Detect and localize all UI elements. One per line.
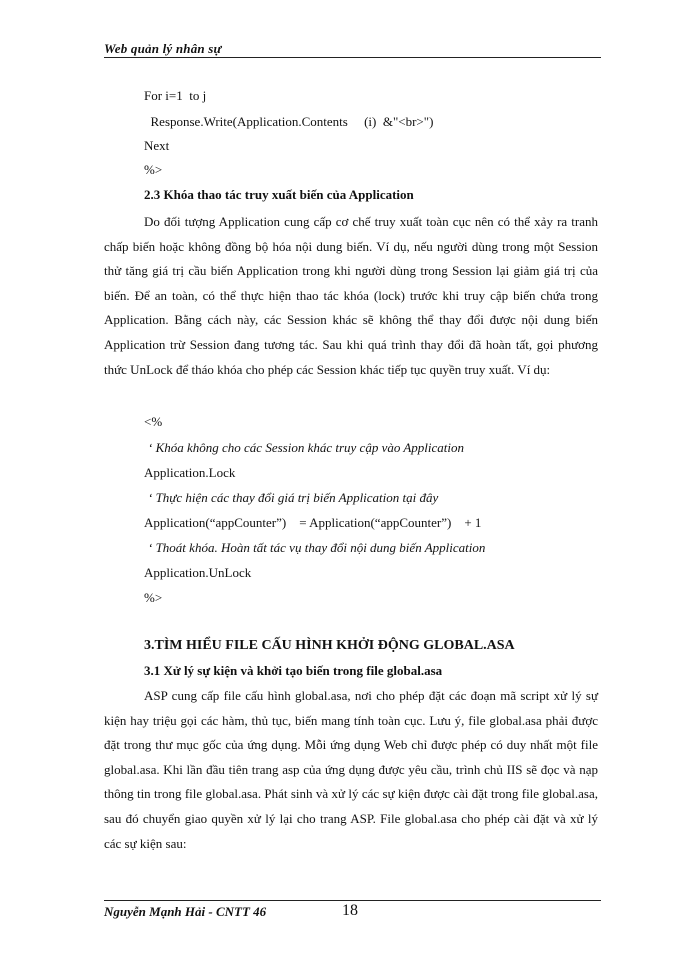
code-comment: ‘ Khóa không cho các Session khác truy cập vào Application xyxy=(148,440,465,455)
code-comment: ‘ Thực hiện các thay đổi giá trị biến Application tại đây xyxy=(148,490,439,505)
code-line: Application.Lock xyxy=(144,465,236,480)
section-2-3-paragraph: Do đối tượng Application cung cấp cơ chế truy xuất toàn cục nên có thể xảy ra tranh chấp biến hoặc không đồng bộ hóa nội dung biến. Ví dụ, nếu người dùng trong một Session thử tăng giá trị cầu biến Application trong khi người dùng trong Session lại giảm giá trị của biến. Để an toàn, có thể thực hiện thao tác khóa (lock) trước khi truy cập biến chứa trong Application. Bằng cách này, các Session khác sẽ không thể thay đổi được nội dung biến Application trừ Session đang tương tác. Sau khi quá trình thay đổi đã hoàn tất, gọi phương thức UnLock để tháo khóa cho phép các Session khác tiếp tục quyền truy xuất. Ví dụ: xyxy=(104,214,598,377)
code-line: Response.Write(Application.Contents (i) &"<br>") xyxy=(144,114,434,129)
page-number: 18 xyxy=(342,902,358,919)
code-comment: ‘ Thoát khóa. Hoàn tất tác vụ thay đổi nội dung biến Application xyxy=(148,540,486,555)
code-line: <% xyxy=(144,414,163,429)
header-rule xyxy=(104,57,601,58)
footer-rule xyxy=(104,900,601,901)
code-line: Application(“appCounter”) = Application(“appCounter”) + 1 xyxy=(144,515,482,530)
section-heading-2-3: 2.3 Khóa thao tác truy xuất biến của Application xyxy=(144,187,414,202)
code-line: Next xyxy=(144,138,170,153)
code-line: %> xyxy=(144,590,163,605)
code-line: %> xyxy=(144,162,163,177)
code-line: For i=1 to j xyxy=(144,88,207,103)
section-heading-3: 3.TÌM HIỂU FILE CẤU HÌNH KHỞI ĐỘNG GLOBAL.ASA xyxy=(144,638,515,653)
code-line: Application.UnLock xyxy=(144,565,252,580)
footer-author: Nguyễn Mạnh Hải - CNTT 46 xyxy=(104,904,267,919)
section-3-1-paragraph: ASP cung cấp file cấu hình global.asa, nơi cho phép đặt các đoạn mã script xử lý sự kiện hay triệu gọi các hàm, thủ tục, biến mang tính toàn cục. Lưu ý, file global.asa phải được đặt trong thư mục gốc của ứng dụng. Mỗi ứng dụng Web chỉ được phép có duy nhất một file global.asa. Khi lần đầu tiên trang asp của ứng dụng được yêu cầu, trình chủ IIS sẽ đọc và nạp thông tin trong file global.asa. Phát sinh và xử lý các sự kiện được cài đặt trong file global.asa, sau đó chuyển giao quyền xử lý lại cho trang ASP. File global.asa cho phép cài đặt và xử lý các sự kiện sau: xyxy=(104,688,598,851)
header-title: Web quản lý nhân sự xyxy=(104,41,222,56)
section-heading-3-1: 3.1 Xử lý sự kiện và khởi tạo biến trong file global.asa xyxy=(144,663,443,678)
